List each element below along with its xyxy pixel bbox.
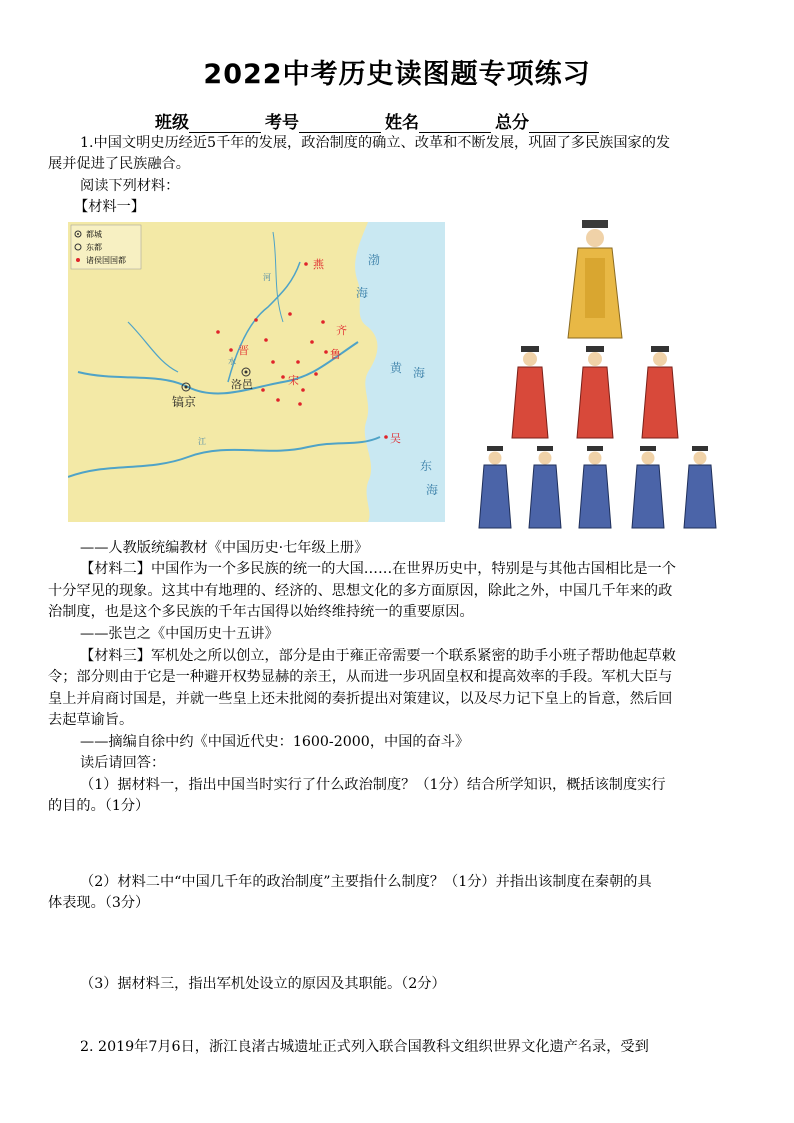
exam-no-label: 考号 [265,113,299,133]
material1-label: 【材料一】 [74,199,145,215]
label-jin: 晋 [238,344,249,357]
material2-line1: 【材料二】中国作为一个多民族的统一的大国……在世界历史中，特别是与其他古国相比是一个 [80,561,676,577]
king-figure [568,220,622,338]
label-sea-6: 海 [426,483,439,497]
material3-line4: 去起草谕旨。 [48,712,134,728]
material3-line2: 令；部分则由于它是一种避开权势显赫的亲王，从而进一步巩固皇权和提高效率的手段。军机大臣与 [48,669,673,685]
label-sea-1: 渤 [368,253,381,267]
q1-read-prompt: 阅读下列材料： [80,178,180,194]
minister-figures [512,346,678,438]
material1-source: ——人教版统编教材《中国历史·七年级上册》 [80,540,369,556]
label-sea-4: 海 [413,366,426,380]
label-river-jiang: 江 [198,437,206,446]
score-label: 总分 [495,113,529,133]
material3-line1: 【材料三】军机处之所以创立，部分是由于雍正帝需要一个联系紧密的助手小班子帮助他起草敕 [80,648,676,664]
official-figures [479,446,716,528]
label-song: 宋 [288,374,299,387]
name-label: 姓名 [385,113,419,133]
q1-stem-line2: 展并促进了民族融合。 [48,156,190,172]
q2-stem-line1: 2. 2019年7月6日，浙江良渚古城遗址正式列入联合国教科文组织世界文化遗产名录，受到 [80,1039,649,1055]
label-luoyi: 洛邑 [231,378,253,391]
label-sea-2: 海 [356,286,369,300]
material3-line3: 皇上并肩商讨国是，并就一些皇上还未批阅的奏折提出对策建议，以及尽力记下皇上的旨意，然后回 [48,691,673,707]
legend-east-capital: 东都 [86,243,102,252]
material2-line2: 十分罕见的现象。这其中有地理的、经济的、思想文化的多方面原因，除此之外，中国几千年来的政 [48,583,673,599]
subquestion-2-line2: 体表现。（3分） [48,895,150,911]
student-info-line [155,108,603,133]
legend-vassal-capital: 诸侯国国都 [86,256,126,265]
class-blank[interactable] [189,115,261,133]
name-blank[interactable] [419,115,491,133]
label-river-shui: 水 [228,357,236,366]
answer-prompt: 读后请回答： [80,755,166,771]
score-blank[interactable] [529,115,599,133]
western-zhou-map [68,222,445,522]
label-qi: 齐 [336,324,347,337]
legend-capital: 都城 [86,230,102,239]
label-yan: 燕 [313,258,324,271]
class-label: 班级 [155,113,189,133]
subquestion-2-line1: （2）材料二中“中国几千年的政治制度”主要指什么制度？（1分）并指出该制度在秦朝的具 [80,874,652,890]
subquestion-3: （3）据材料三，指出军机处设立的原因及其职能。（2分） [80,976,446,992]
feudal-hierarchy-illustration [470,218,735,536]
material2-line3: 治制度，也是这个多民族的千年古国得以始终维持统一的重要原因。 [48,604,474,620]
label-lu: 鲁 [330,348,341,361]
page-title: 2022中考历史读图题专项练习 [203,59,591,90]
material3-source: ——摘编自徐中约《中国近代史：1600-2000，中国的奋斗》 [80,734,470,750]
label-sea-3: 黄 [390,361,403,375]
label-sea-5: 东 [420,459,433,473]
material2-source: ——张岂之《中国历史十五讲》 [80,626,279,642]
label-wu: 吴 [390,432,401,445]
exam-no-blank[interactable] [299,115,381,133]
label-haojing: 镐京 [172,395,197,409]
q1-stem-line1: 1.中国文明史历经近5千年的发展，政治制度的确立、改革和不断发展，巩固了多民族国家的发 [80,135,671,151]
subquestion-1-line2: 的目的。（1分） [48,798,150,814]
label-river-he: 河 [263,273,271,282]
subquestion-1-line1: （1）据材料一，指出中国当时实行了什么政治制度？（1分）结合所学知识，概括该制度实行 [80,777,666,793]
